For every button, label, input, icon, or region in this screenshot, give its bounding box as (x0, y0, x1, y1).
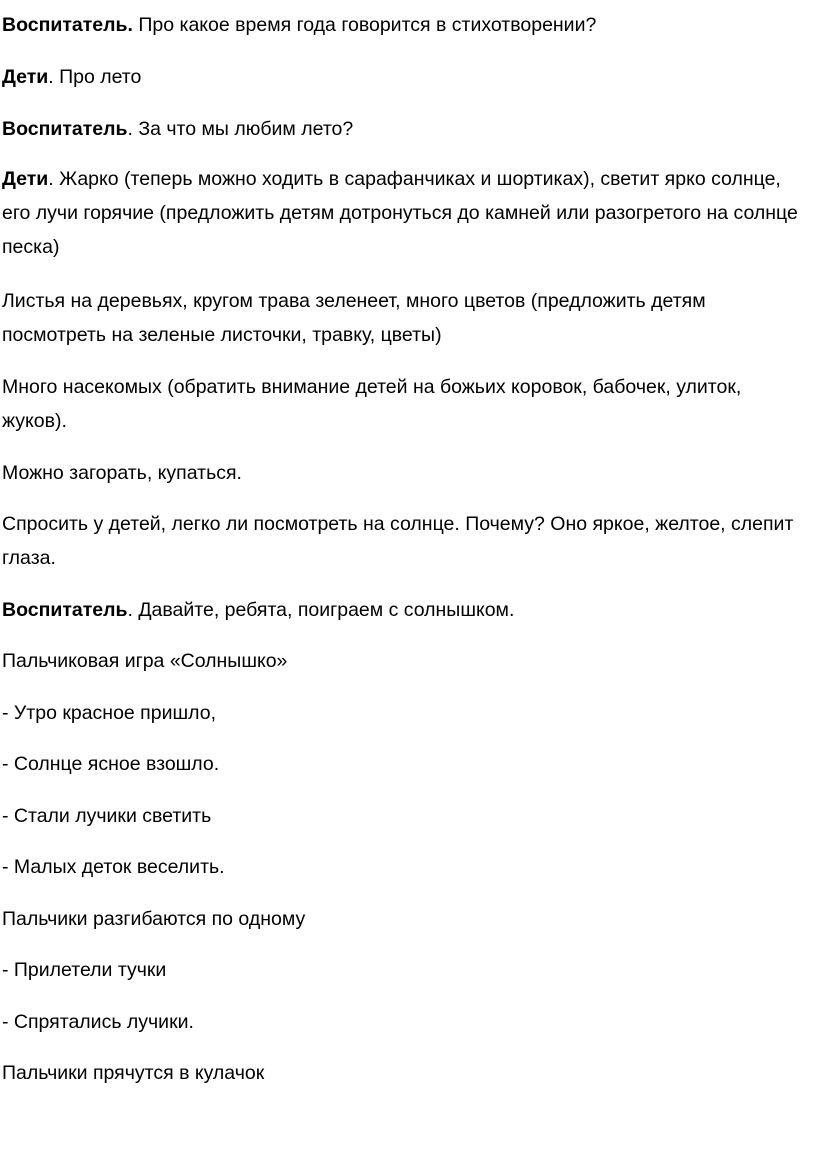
paragraph-text: . За что мы любим лето? (127, 117, 354, 140)
paragraph-text: . Давайте, ребята, поиграем с солнышком. (127, 598, 515, 621)
paragraph-text: - Утро красное пришло, (2, 701, 216, 724)
paragraph-12 (2, 747, 810, 781)
paragraph-text: Пальчики прячутся в кулачок (2, 1061, 265, 1084)
paragraph-text: Пальчики разгибаются по одному (2, 907, 306, 930)
paragraph-text: - Малых деток веселить. (2, 855, 225, 878)
paragraph-text: Спросить у детей, легко ли посмотреть на солнце. Почему? Оно яркое, желтое, слепит глаза. (2, 512, 794, 569)
paragraph-4 (2, 162, 810, 264)
paragraph-13 (2, 799, 810, 833)
speaker-label: Дети (2, 167, 49, 190)
speaker-label: Воспитатель (2, 598, 128, 621)
speaker-label: Воспитатель (2, 117, 128, 140)
paragraph-text: - Солнце ясное взошло. (2, 752, 220, 775)
paragraph-text: Можно загорать, купаться. (2, 461, 242, 484)
paragraph-16 (2, 953, 810, 987)
paragraph-text: Листья на деревьях, кругом трава зеленеет, много цветов (предложить детям посмотреть на зеленые листочки, травку, цветы) (2, 289, 706, 346)
paragraph-text: . Про лето (48, 65, 142, 88)
speaker-label: Дети (2, 65, 49, 88)
paragraph-14 (2, 850, 810, 884)
paragraph-text: . Жарко (теперь можно ходить в сарафанчиках и шортиках), светит ярко солнце, его лучи горячие (предложить детям дотронуться до камней или разогретого на солнце песка) (2, 167, 798, 258)
paragraph-17 (2, 1005, 810, 1039)
paragraph-1 (2, 8, 810, 42)
speaker-label: Воспитатель. (2, 13, 133, 36)
paragraph-6 (2, 370, 810, 438)
paragraph-15 (2, 902, 810, 936)
paragraph-text: Много насекомых (обратить внимание детей на божьих коровок, бабочек, улиток, жуков). (2, 375, 742, 432)
paragraph-10 (2, 644, 810, 678)
paragraph-3 (2, 112, 810, 146)
paragraph-text: - Спрятались лучики. (2, 1010, 194, 1033)
paragraph-5 (2, 284, 810, 352)
paragraph-8 (2, 507, 810, 575)
paragraph-text: Про какое время года говорится в стихотворении? (132, 13, 597, 36)
paragraph-11 (2, 696, 810, 730)
paragraph-9 (2, 593, 810, 627)
paragraph-text: - Стали лучики светить (2, 804, 212, 827)
paragraph-text: Пальчиковая игра «Солнышко» (2, 649, 288, 672)
paragraph-text: - Прилетели тучки (2, 958, 167, 981)
paragraph-7 (2, 456, 810, 490)
paragraph-18 (2, 1056, 810, 1090)
paragraph-2 (2, 60, 810, 94)
